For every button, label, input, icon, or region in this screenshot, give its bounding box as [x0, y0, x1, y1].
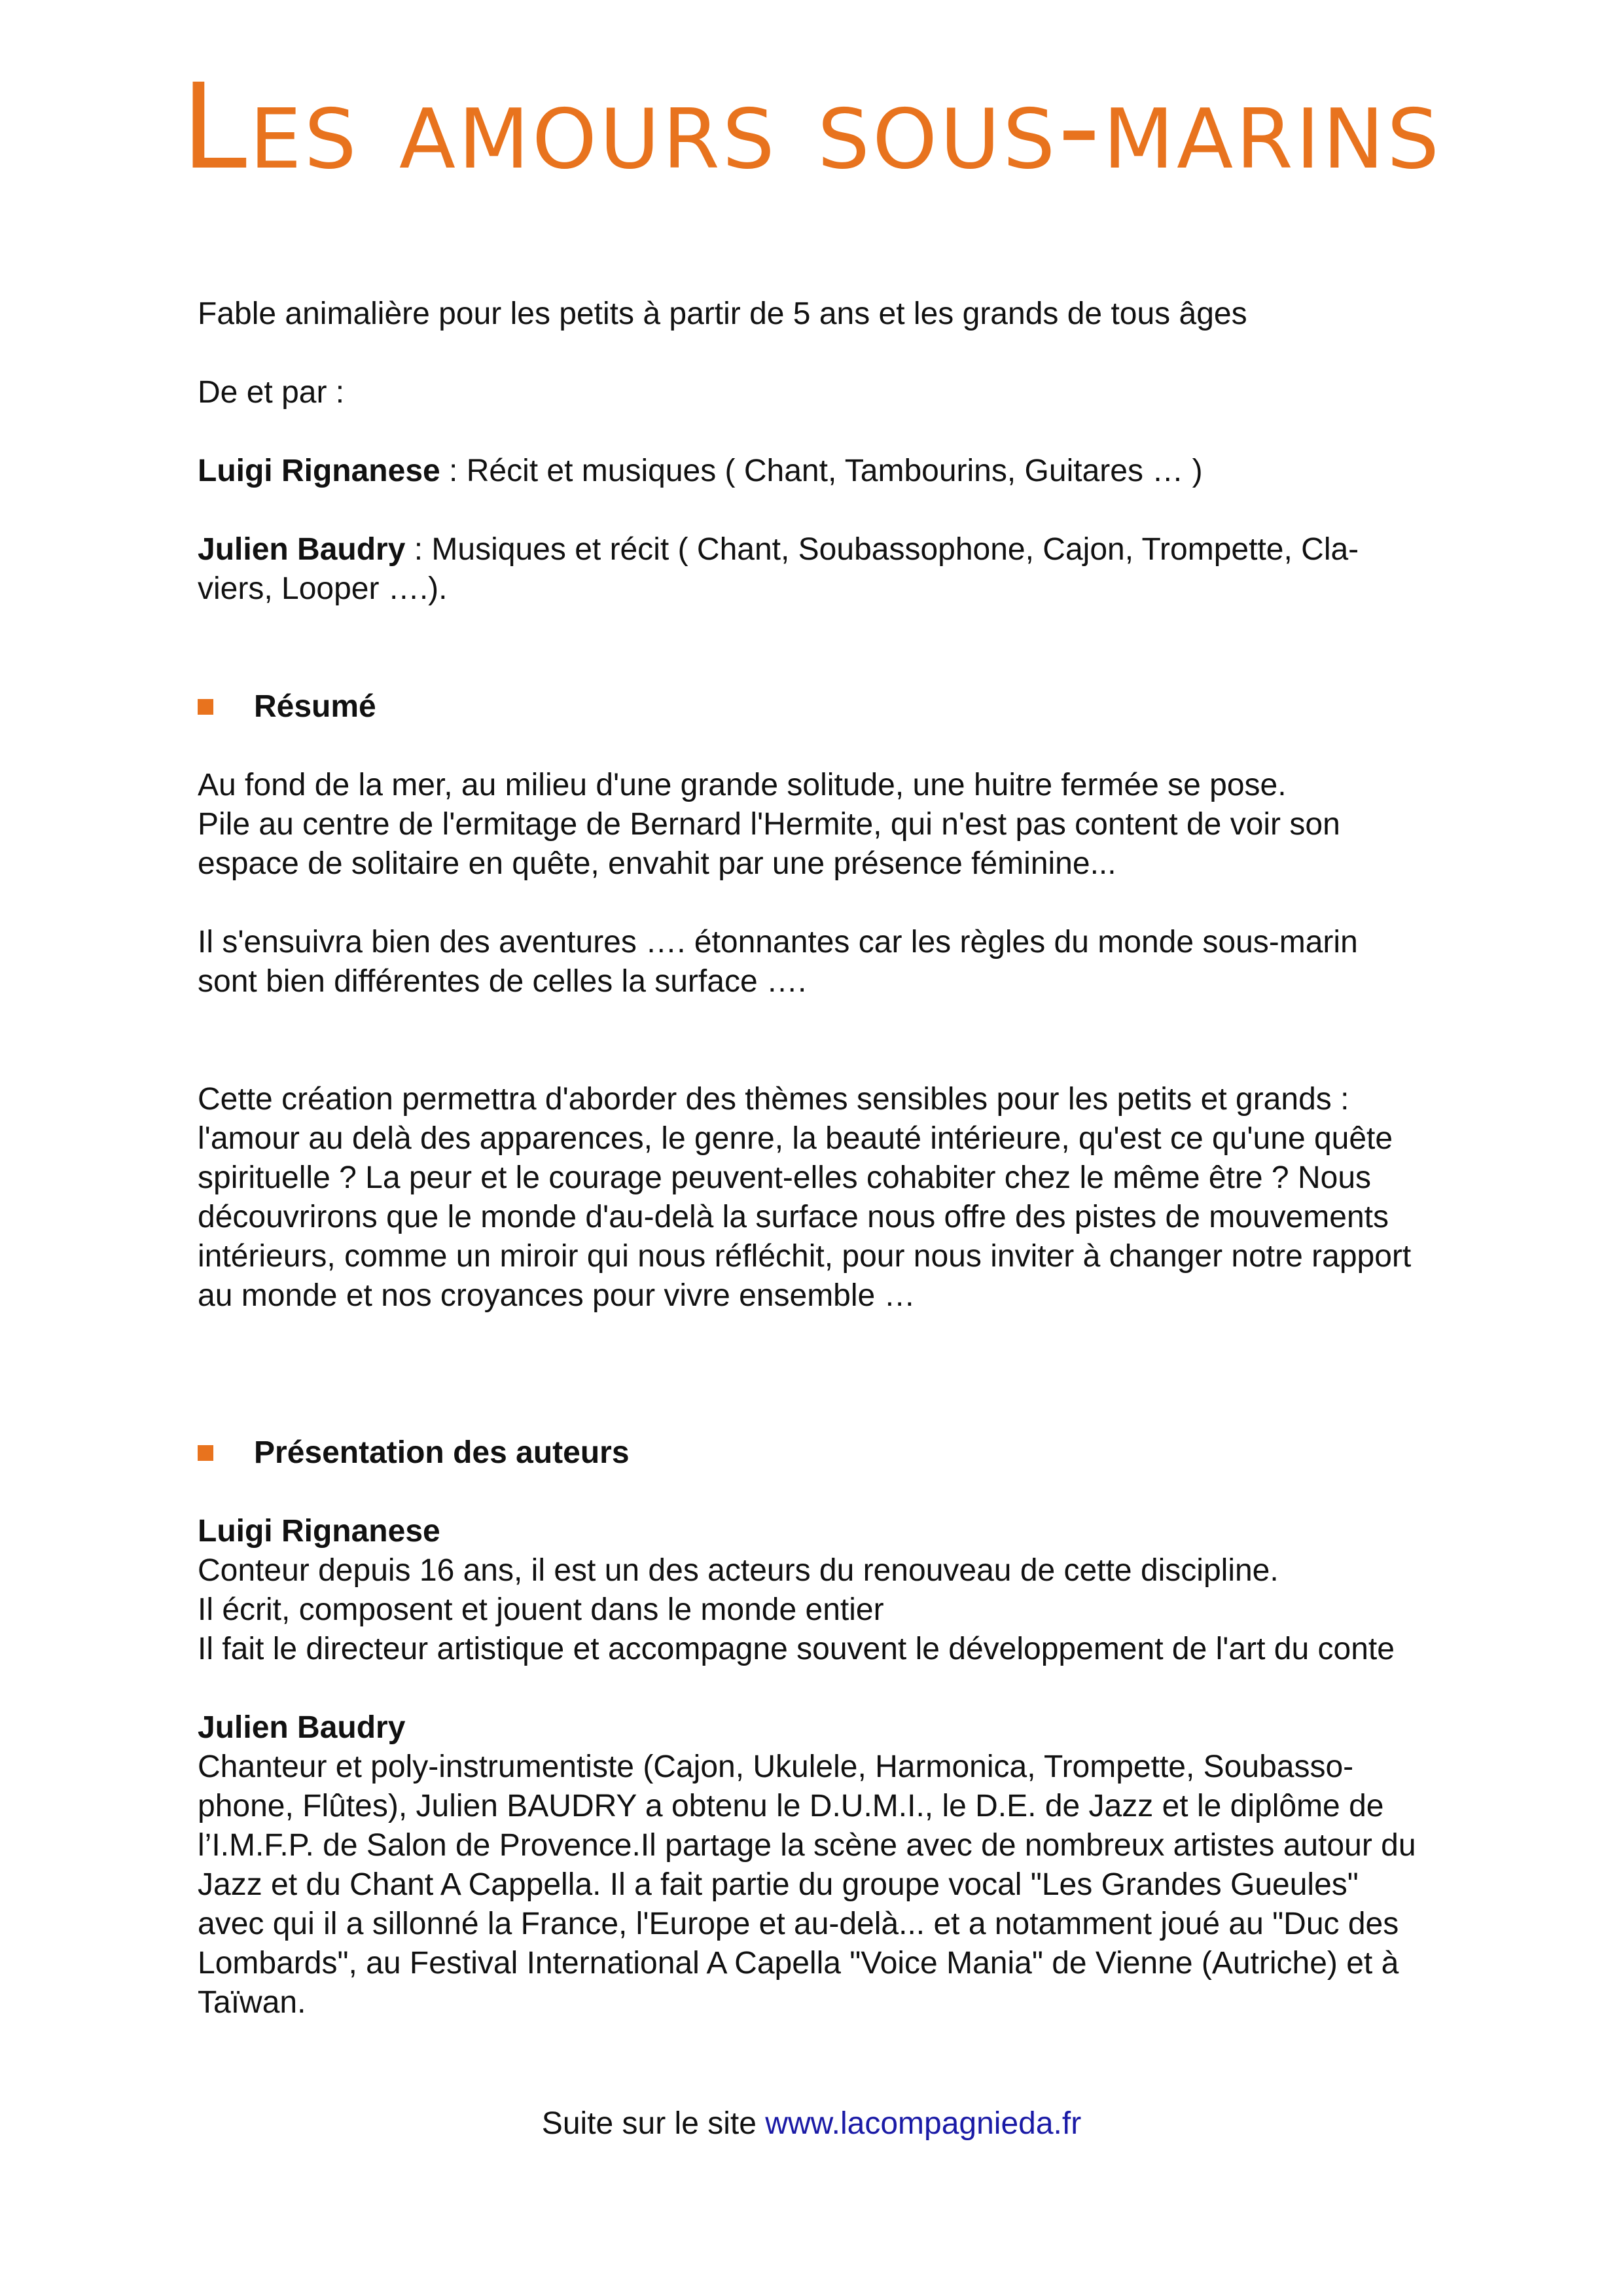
author-julien — [198, 1708, 1480, 2022]
author-name: Luigi Rignanese — [198, 1514, 440, 1549]
credit-role: : Musiques et récit ( Chant, Soubassophone, Cajon, Trompette, Cla- — [405, 532, 1359, 567]
resume-paragraph-2 — [198, 923, 1480, 1001]
section-heading-label: Présentation des auteurs — [254, 1435, 630, 1470]
text-line: Il s'ensuivra bien des aventures …. étonnantes car les règles du monde sous-marin — [198, 925, 1358, 960]
text-line: Il écrit, composent et jouent dans le monde entier — [198, 1592, 884, 1627]
author-luigi — [198, 1512, 1480, 1669]
text-line: phone, Flûtes), Julien BAUDRY a obtenu le D.U.M.I., le D.E. de Jazz et le diplôme de — [198, 1789, 1384, 1823]
text-line: Conteur depuis 16 ans, il est un des acteurs du renouveau de cette discipline. — [198, 1553, 1279, 1588]
credit-julien — [198, 530, 1480, 609]
subtitle: Fable animalière pour les petits à partir de 5 ans et les grands de tous âges — [198, 296, 1247, 331]
website-link[interactable]: www.lacompagnieda.fr — [765, 2106, 1082, 2141]
text-line: découvrirons que le monde d'au-delà la surface nous offre des pistes de mouvements — [198, 1200, 1389, 1234]
text-line: sont bien différentes de celles la surface …. — [198, 964, 807, 999]
resume-paragraph-1 — [198, 766, 1480, 884]
text-line: Pile au centre de l'ermitage de Bernard l'Hermite, qui n'est pas content de voir son — [198, 807, 1340, 842]
text-line: Jazz et du Chant A Cappella. Il a fait partie du groupe vocal "Les Grandes Gueules" — [198, 1867, 1359, 1902]
credits-intro: De et par : — [198, 375, 345, 410]
credit-role: : Récit et musiques ( Chant, Tambourins, Guitares … ) — [440, 454, 1203, 488]
credit-luigi — [198, 452, 1480, 491]
section-authors-heading — [198, 1433, 1480, 1473]
text-line: l’I.M.F.P. de Salon de Provence.Il partage la scène avec de nombreux artistes autour du — [198, 1828, 1416, 1863]
text-line: intérieurs, comme un miroir qui nous réfléchit, pour nous inviter à changer notre rapport — [198, 1239, 1412, 1274]
section-heading-label: Résumé — [254, 689, 376, 724]
text-line: Au fond de la mer, au milieu d'une grande solitude, une huitre fermée se pose. — [198, 768, 1287, 802]
text-line: Cette création permettra d'aborder des thèmes sensibles pour les petits et grands : — [198, 1082, 1349, 1117]
text-line: avec qui il a sillonné la France, l'Europe et au-delà... et a notamment joué au "Duc des — [198, 1907, 1399, 1941]
footer — [0, 2104, 1623, 2144]
text-line: Chanteur et poly-instrumentiste (Cajon, Ukulele, Harmonica, Trompette, Soubasso- — [198, 1749, 1354, 1784]
text-line: au monde et nos croyances pour vivre ensemble … — [198, 1278, 916, 1313]
text-line: espace de solitaire en quête, envahit par une présence féminine... — [198, 846, 1116, 881]
section-resume-heading — [198, 687, 1480, 726]
text-line: spirituelle ? La peur et le courage peuvent-elles cohabiter chez le même être ? Nous — [198, 1160, 1372, 1195]
page-title: Les amours sous-marins — [181, 59, 1442, 196]
text-line: Il fait le directeur artistique et accompagne souvent le développement de l'art du conte — [198, 1632, 1395, 1666]
footer-text: Suite sur le site — [541, 2106, 766, 2141]
author-name: Julien Baudry — [198, 1710, 406, 1745]
text-line: Taïwan. — [198, 1985, 306, 2020]
document-body — [198, 295, 1480, 2022]
resume-paragraph-3 — [198, 1080, 1480, 1316]
orange-square-bullet-icon — [198, 699, 213, 715]
credit-name: Julien Baudry — [198, 532, 406, 567]
credit-name: Luigi Rignanese — [198, 454, 440, 488]
text-line: Lombards", au Festival International A Capella "Voice Mania" de Vienne (Autriche) et à — [198, 1946, 1399, 1981]
orange-square-bullet-icon — [198, 1445, 213, 1461]
credit-role-cont: viers, Looper ….). — [198, 571, 448, 606]
text-line: l'amour au delà des apparences, le genre, la beauté intérieure, qu'est ce qu'une quête — [198, 1121, 1393, 1156]
